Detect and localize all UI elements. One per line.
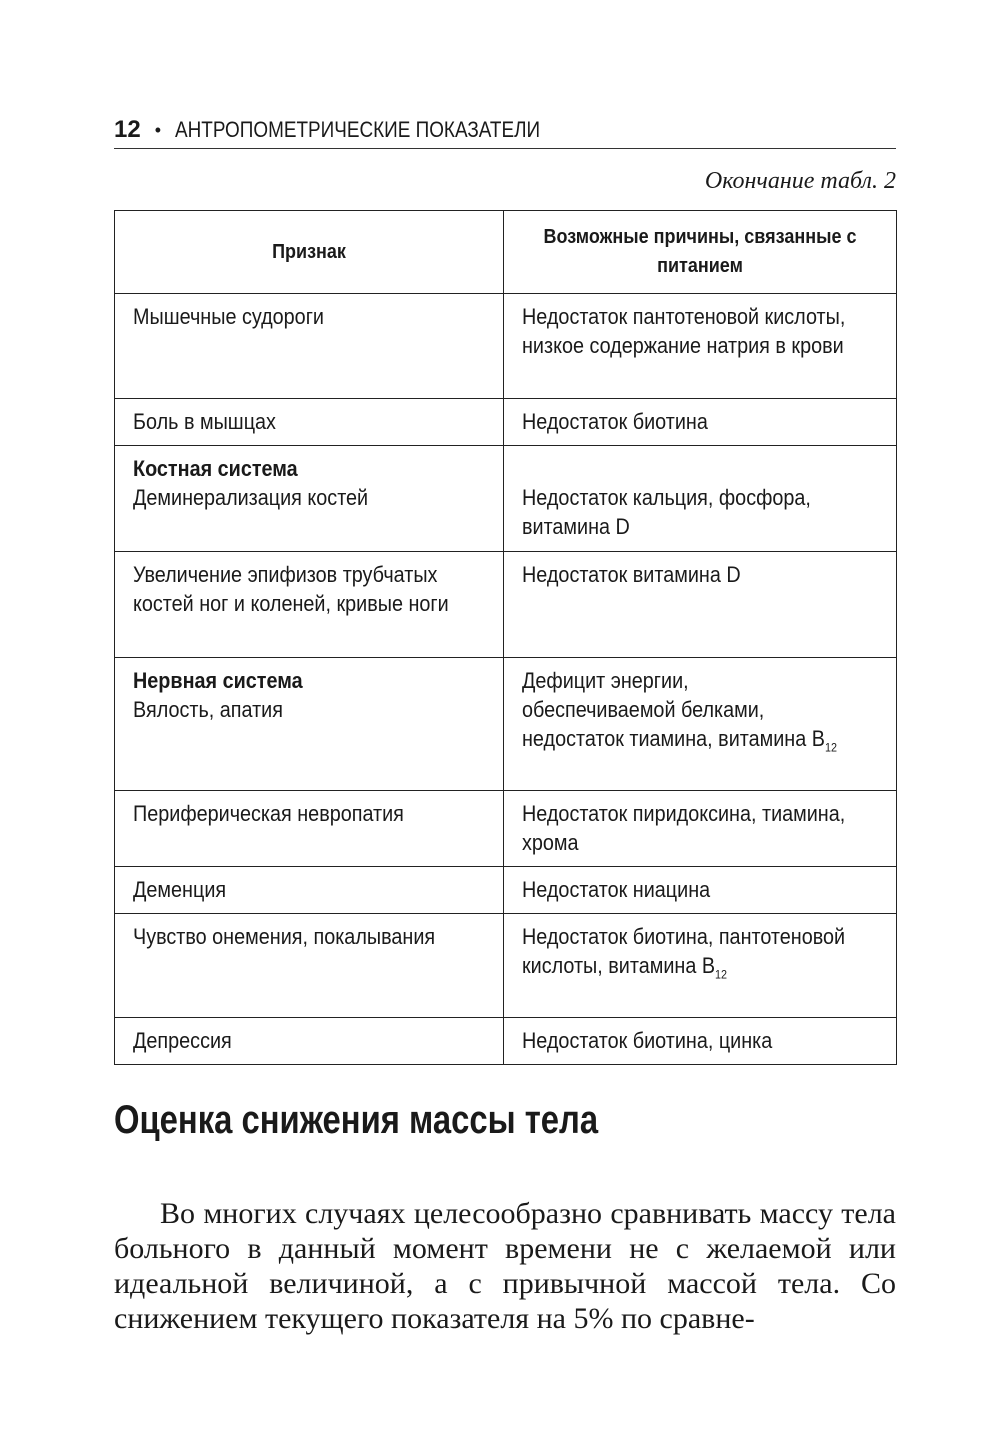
nutrition-signs-table xyxy=(114,210,897,1065)
cause-cell: Недостаток биотина, цинка xyxy=(504,1018,897,1065)
header-bullet: • xyxy=(154,119,162,140)
table-header-row xyxy=(115,211,897,294)
cause-cell: Недостаток ниацина xyxy=(504,867,897,914)
page-number: 12 xyxy=(114,116,141,143)
subscript: 12 xyxy=(715,967,728,982)
table-row xyxy=(115,399,897,446)
sign-cell: Периферическая невропатия xyxy=(115,791,504,867)
body-paragraph: Во многих случаях целесообразно сравнивать массу тела больного в данный момент времени не с желаемой или идеальной величиной, а с привычной массой тела. Со снижением текущего показателя на 5% по сравне- xyxy=(114,1197,896,1335)
table-row xyxy=(115,791,897,867)
cause-cell: Недостаток витамина D xyxy=(504,552,897,658)
cause-cell: Недостаток биотина xyxy=(504,399,897,446)
section-heading: Оценка снижения массы тела xyxy=(114,1098,599,1142)
sign-cell: Боль в мышцах xyxy=(115,399,504,446)
section-label: Нервная система xyxy=(133,668,303,693)
sign-cell: Чувство онемения, покалывания xyxy=(115,914,504,1018)
header-sign: Признак xyxy=(115,211,504,294)
sign-cell xyxy=(115,658,504,791)
table-row xyxy=(115,446,897,552)
sign-cell: Увеличение эпифизов трубчатых костей ног и коленей, кривые ноги xyxy=(115,552,504,658)
sign-text: Вялость, апатия xyxy=(133,697,283,722)
table-row xyxy=(115,914,897,1018)
sign-cell: Мышечные судороги xyxy=(115,294,504,399)
sign-cell xyxy=(115,446,504,552)
section-label: Костная система xyxy=(133,456,298,481)
table-caption: Окончание табл. 2 xyxy=(704,168,896,194)
table-row xyxy=(115,552,897,658)
cause-cell: Недостаток пиридоксина, тиамина, хрома xyxy=(504,791,897,867)
cause-cell: Недостаток кальция, фосфора, витамина D xyxy=(504,446,897,552)
table-row xyxy=(115,294,897,399)
sign-cell: Депрессия xyxy=(115,1018,504,1065)
running-header xyxy=(114,112,896,149)
subscript: 12 xyxy=(824,740,837,755)
cause-cell: Недостаток пантотеновой кислоты, низкое содержание натрия в крови xyxy=(504,294,897,399)
cause-cell: Дефицит энергии, обеспечиваемой белками, недостаток тиамина, витамина $B_{12}$ xyxy=(504,658,897,791)
table-row xyxy=(115,658,897,791)
cause-cell: Недостаток биотина, пантотеновой кислоты, витамина $B_{12}$ xyxy=(504,914,897,1018)
sign-cell: Деменция xyxy=(115,867,504,914)
running-title: АНТРОПОМЕТРИЧЕСКИЕ ПОКАЗАТЕЛИ xyxy=(175,117,541,142)
header-causes: Возможные причины, связанные с питанием xyxy=(504,211,897,294)
table-row xyxy=(115,867,897,914)
sign-text: Деминерализация костей xyxy=(133,485,369,510)
table-row xyxy=(115,1018,897,1065)
